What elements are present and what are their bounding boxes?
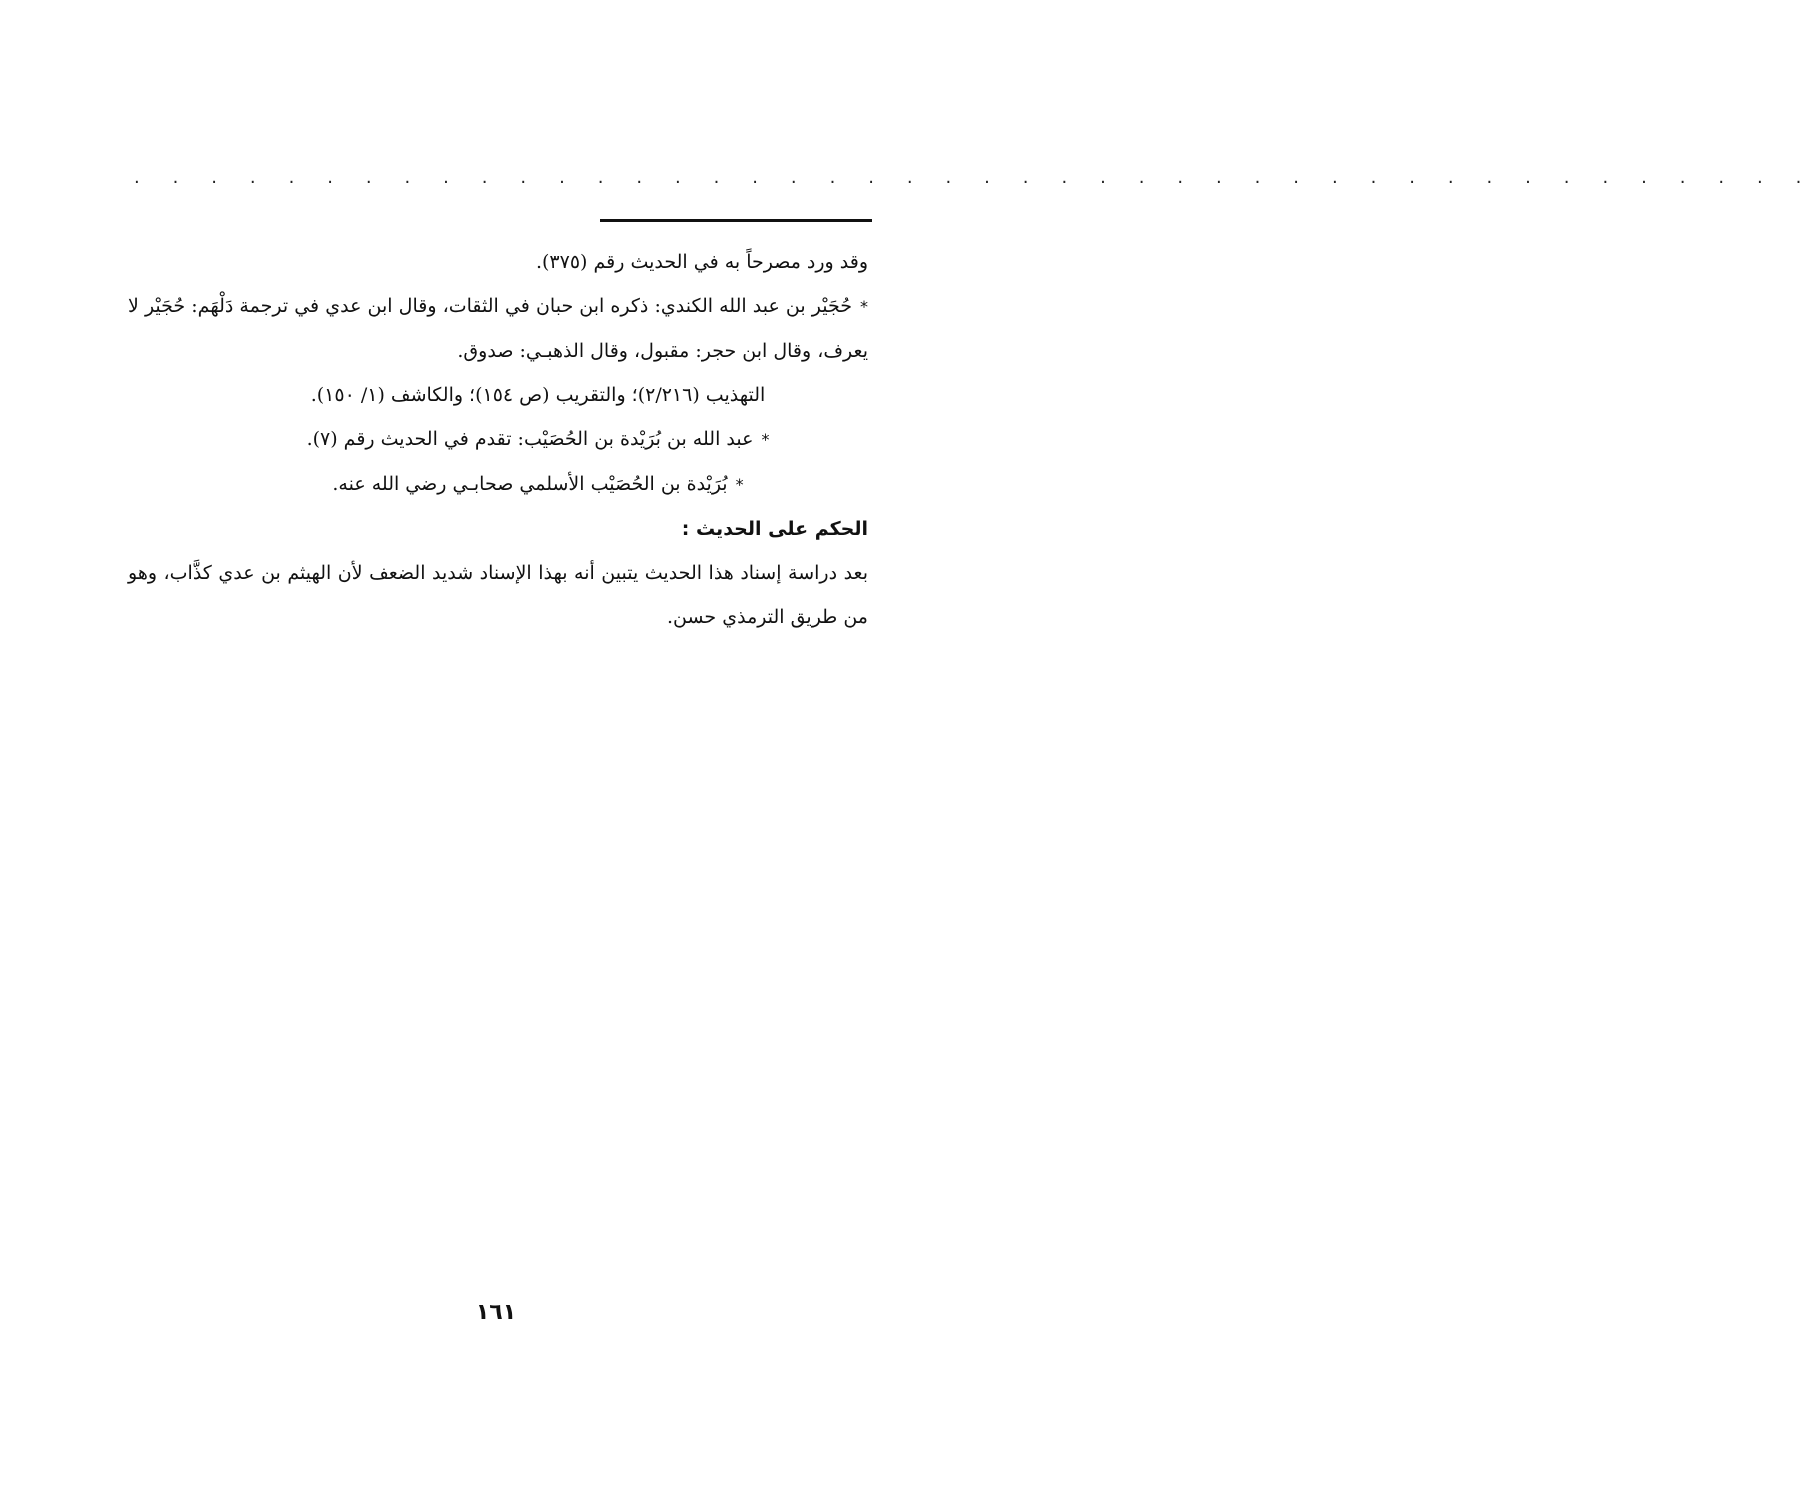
page-body xyxy=(128,240,868,639)
conclusion-paragraph: بعد دراسة إسناد هذا الحديث يتبين أنه بهذا الإسناد شديد الضعف لأن الهيثم بن عدي كذَّاب، وهو من طريق الترمذي حسن. xyxy=(128,562,868,628)
footnote-rule xyxy=(600,219,872,222)
page-number: ١٦١ xyxy=(475,1300,517,1325)
narrator-entry-hujayr xyxy=(128,284,868,373)
intro-line: وقد ورد مصرحاً به في الحديث رقم (٣٧٥). xyxy=(535,251,868,273)
narrator-entry-hujayr-text: حُجَيْر بن عبد الله الكندي: ذكره ابن حبان في الثقات، وقال ابن عدي في ترجمة دَلْهَم: حُجَيْر لا يعرف، وقال ابن حجر: مقبول، وقال الذهبـي: صدوق. xyxy=(128,295,868,362)
asterisk-icon: * xyxy=(735,475,744,494)
asterisk-icon: * xyxy=(761,430,770,449)
narrator-entry-buraydah-text: بُرَيْدة بن الحُصَيْب الأسلمي صحابـي رضي الله عنه. xyxy=(332,473,728,495)
narrator-entry-abdullah-text: عبد الله بن بُرَيْدة بن الحُصَيْب: تقدم في الحديث رقم (٧). xyxy=(306,428,754,450)
dotted-separator: . . . . . . . . . . . . . . . . . . . . . . . . . . . . . . . . . . . . . . . . . . . . xyxy=(134,167,1815,188)
asterisk-icon: * xyxy=(860,297,868,316)
narrator-entry-buraydah xyxy=(128,462,868,507)
section-heading: الحكم على الحديث : xyxy=(681,518,868,540)
reference-line: التهذيب (٢/٢١٦)؛ والتقريب (ص ١٥٤)؛ والكاشف (١/ ١٥٠). xyxy=(310,384,766,406)
narrator-entry-abdullah xyxy=(128,417,868,462)
